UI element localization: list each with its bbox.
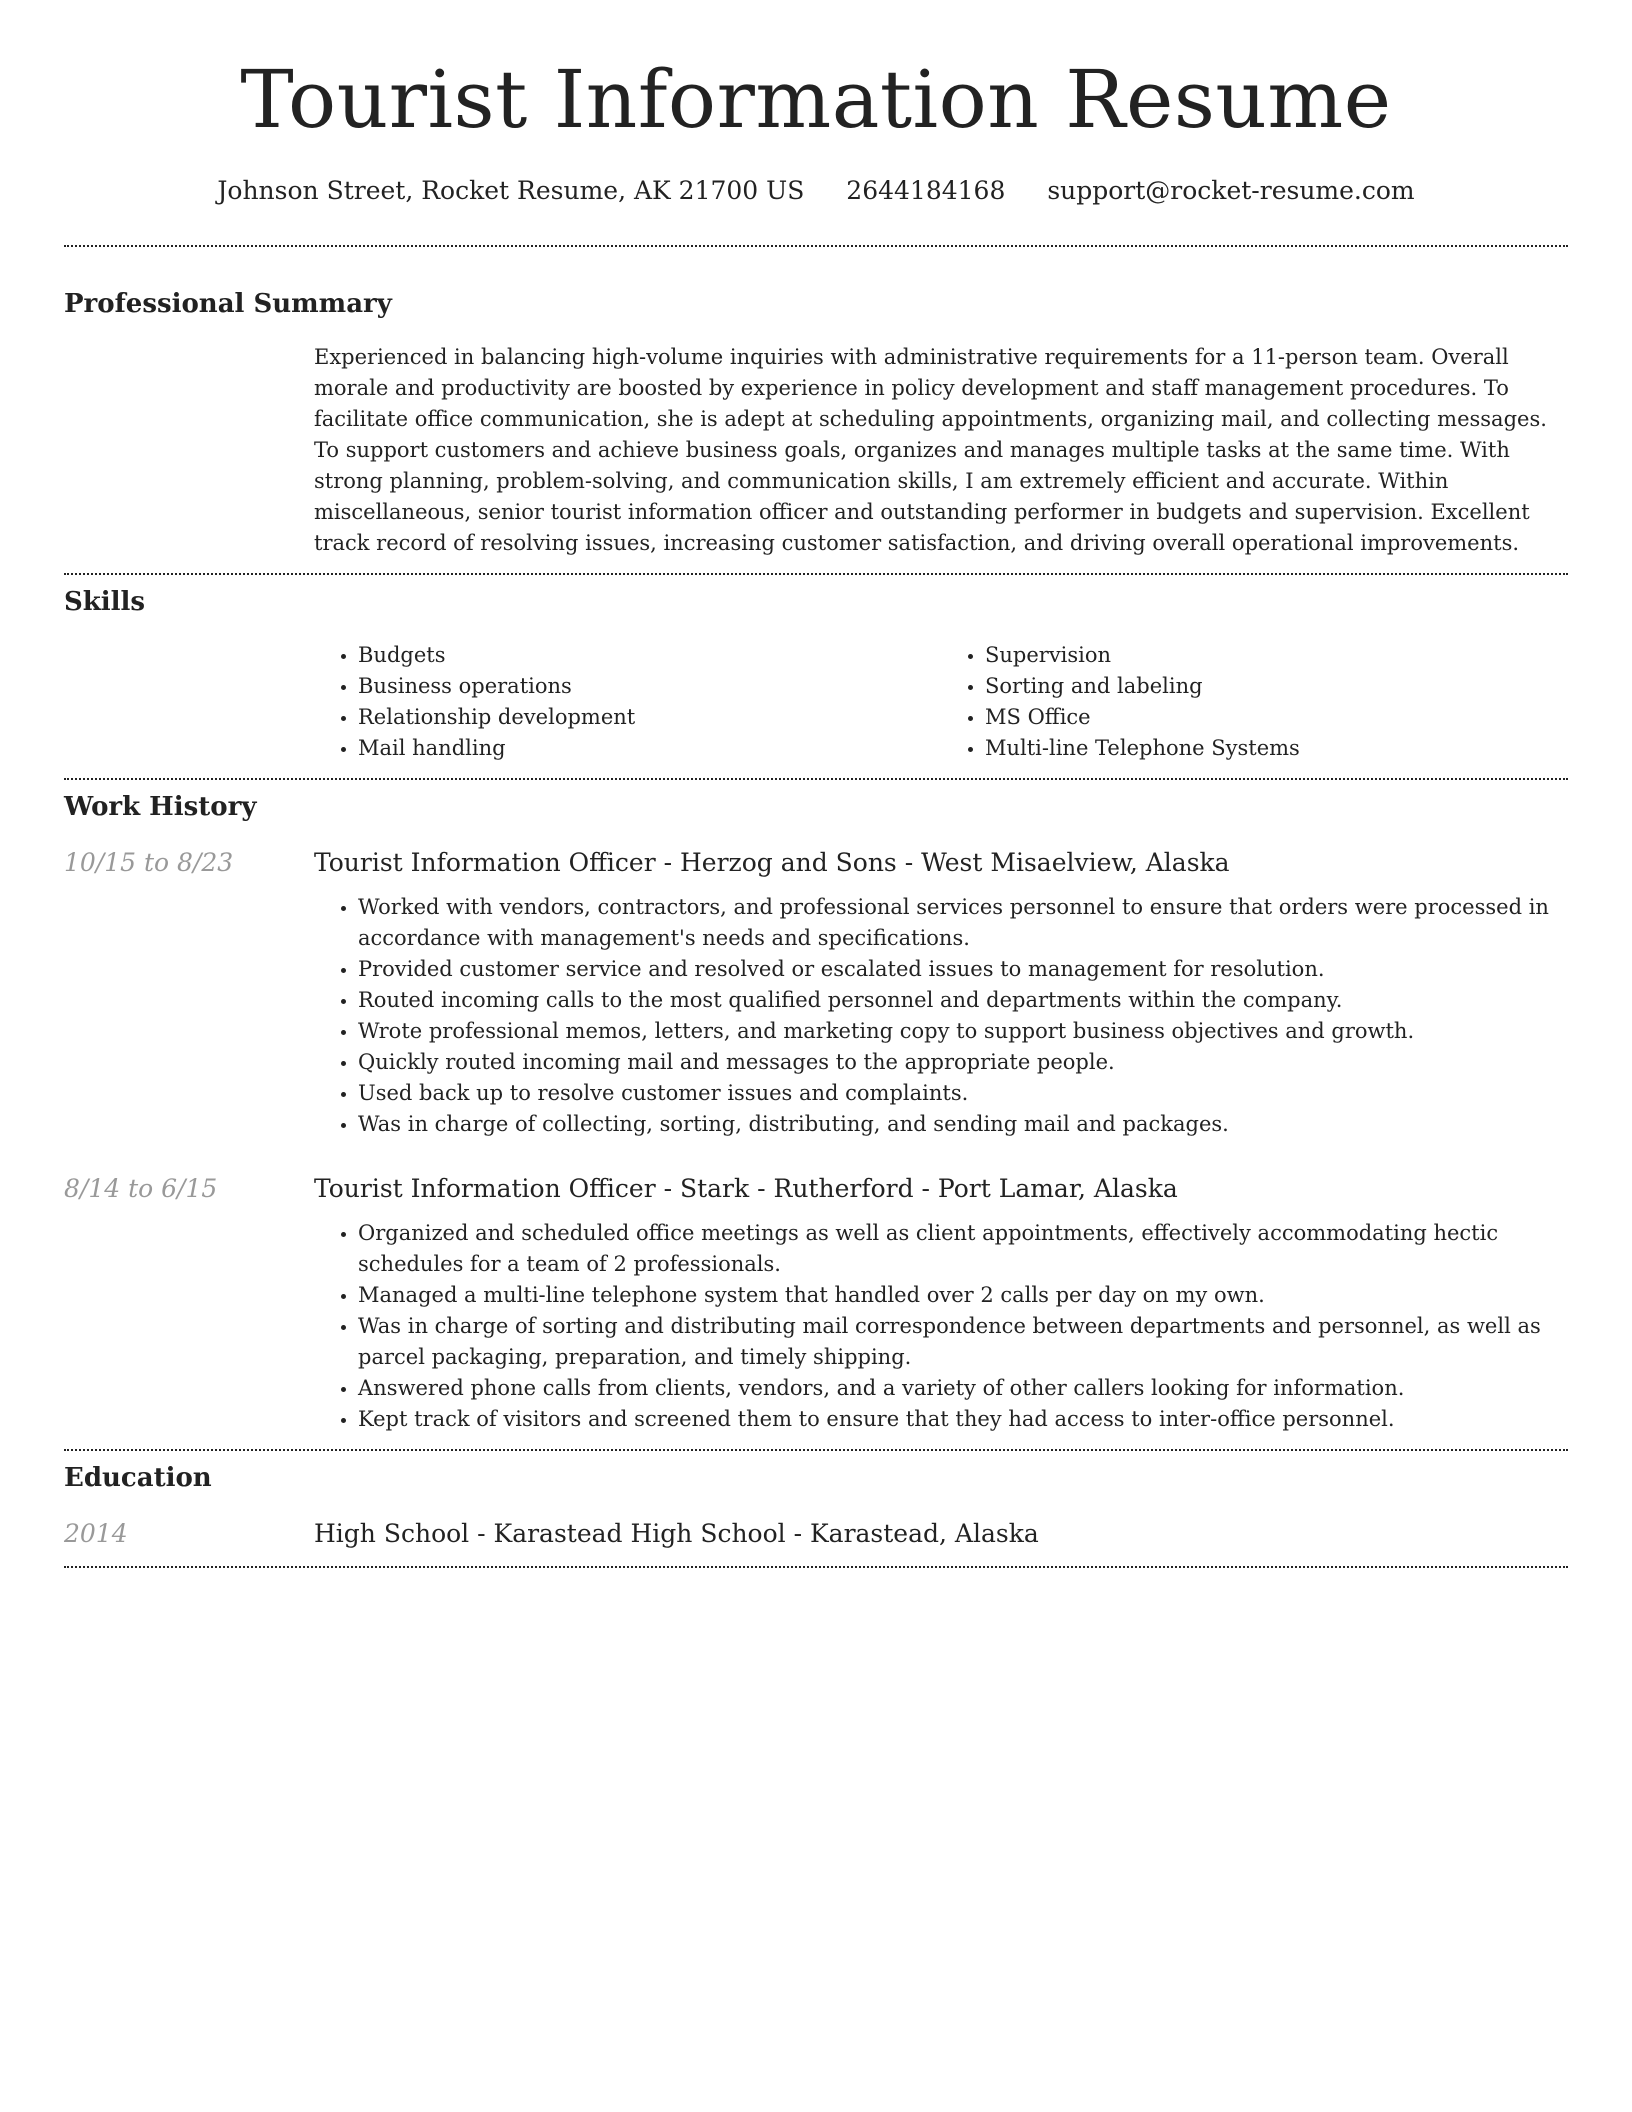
job-bullet: • Provided customer service and resolved or escalated issues to management for resolution. [358,954,1568,985]
job-details [314,892,1568,1140]
skills-heading: Skills [64,587,146,617]
divider [64,1566,1568,1568]
education-title: High School - Karastead High School - Karastead, Alaska [314,1519,1039,1548]
divider [64,778,1568,780]
job-bullet: • Was in charge of sorting and distributing mail correspondence between departments and personnel, as well as parcel packaging, preparation, and timely shipping. [358,1311,1568,1373]
resume-title: Tourist Information Resume [240,53,1392,146]
job-details [314,1218,1568,1435]
skill-item: • Sorting and labeling [985,671,1568,702]
job-bullet: • Answered phone calls from clients, vendors, and a variety of other callers looking for information. [358,1373,1568,1404]
contact-phone: 2644184168 [846,176,1006,205]
skill-item: • Multi-line Telephone Systems [985,733,1568,764]
job-title: Tourist Information Officer - Herzog and Sons - West Misaelview, Alaska [314,848,1230,877]
skill-item: • MS Office [985,702,1568,733]
summary-section [314,342,1568,559]
contact-email: support@rocket-resume.com [1047,176,1415,205]
job-bullet: • Quickly routed incoming mail and messages to the appropriate people. [358,1047,1568,1078]
job-bullet: • Wrote professional memos, letters, and marketing copy to support business objectives and growth. [358,1016,1568,1047]
skills-column-left [314,640,941,764]
work-heading: Work History [64,792,257,822]
skills-list [314,640,1568,764]
divider [64,245,1568,247]
education-entry [64,1519,1568,1548]
skill-item: • Budgets [358,640,941,671]
job-bullet: • Kept track of visitors and screened them to ensure that they had access to inter-office personnel. [358,1404,1568,1435]
skill-item: • Business operations [358,671,941,702]
job-bullet: • Used back up to resolve customer issues and complaints. [358,1078,1568,1109]
education-heading: Education [64,1463,212,1493]
skill-item: • Supervision [985,640,1568,671]
job-dates: 10/15 to 8/23 [64,848,234,877]
education-year: 2014 [64,1519,128,1548]
job-dates: 8/14 to 6/15 [64,1174,218,1203]
job-bullet-list [314,1218,1568,1435]
skill-item: • Relationship development [358,702,941,733]
job-bullet-list [314,892,1568,1140]
job-entry [64,848,1568,1140]
job-entry [64,1174,1568,1435]
skills-column-right [941,640,1568,764]
job-bullet: • Was in charge of collecting, sorting, distributing, and sending mail and packages. [358,1109,1568,1140]
contact-line [64,176,1568,210]
summary-heading: Professional Summary [64,289,392,319]
job-bullet: • Routed incoming calls to the most qualified personnel and departments within the company. [358,985,1568,1016]
resume-page [64,0,1568,1568]
skill-item: • Mail handling [358,733,941,764]
job-header [64,848,1568,877]
divider [64,1449,1568,1451]
job-header [64,1174,1568,1203]
job-bullet: • Organized and scheduled office meetings as well as client appointments, effectively accommodating hectic schedules for a team of 2 professionals. [358,1218,1568,1280]
contact-address: Johnson Street, Rocket Resume, AK 21700 US [217,176,805,205]
summary-text: Experienced in balancing high-volume inquiries with administrative requirements for a 11-person team. Overall morale and productivity are boosted by experience in policy development and staff management procedures. To facilitate office communication, she is adept at scheduling appointments, organizing mail, and collecting messages. To support customers and achieve business goals, organizes and manages multiple tasks at the same time. With strong planning, problem-solving, and communication skills, I am extremely efficient and accurate. Within miscellaneous, senior tourist information officer and outstanding performer in budgets and supervision. Excellent track record of resolving issues, increasing customer satisfaction, and driving overall operational improvements. [314,345,1547,555]
job-bullet: • Worked with vendors, contractors, and professional services personnel to ensure that orders were processed in accordance with management's needs and specifications. [358,892,1568,954]
job-title: Tourist Information Officer - Stark - Rutherford - Port Lamar, Alaska [314,1174,1178,1203]
job-bullet: • Managed a multi-line telephone system that handled over 2 calls per day on my own. [358,1280,1568,1311]
divider [64,573,1568,575]
